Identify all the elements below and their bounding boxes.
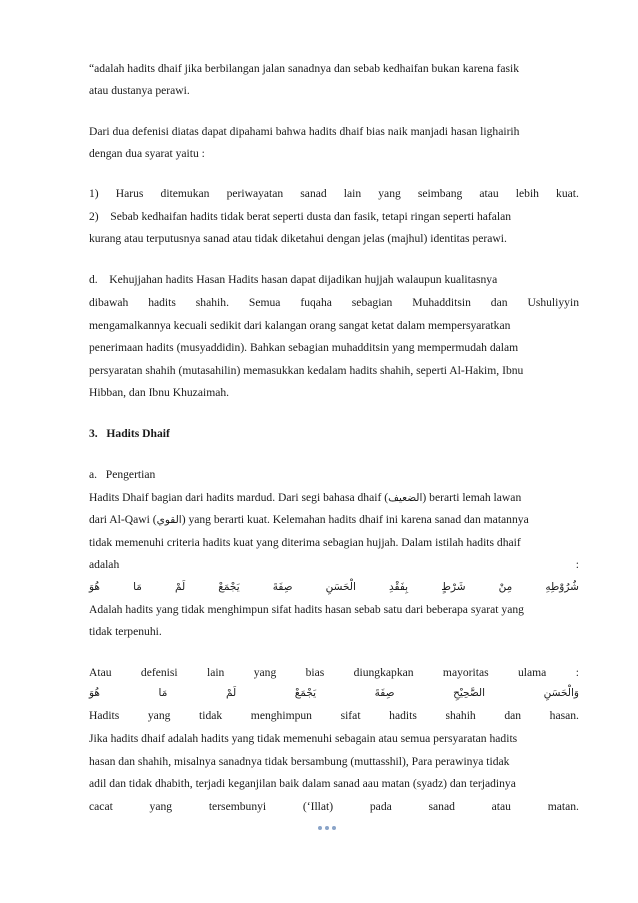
- text-line: kurang atau terputusnya sanad atau tidak diketahui dengan jelas (majhul) identitas perawi.: [89, 232, 507, 245]
- arabic-definition: هُوَ مَا لَمْ يَجْمَعْ صِفَةَ الصَّحِيْحِ وَالْحَسَنِ: [89, 687, 579, 699]
- arabic-term: القوي: [156, 514, 182, 526]
- text-line: dengan dua syarat yaitu :: [89, 147, 205, 160]
- text-line: penerimaan hadits (musyaddidin). Bahkan sebagian muhadditsin yang mempermudah dalam: [89, 341, 519, 354]
- text-line: Hadits yang tidak menghimpun sifat hadits shahih dan hasan.: [89, 709, 579, 722]
- text-line: “adalah hadits dhaif jika berbilangan jalan sanadnya dan sebab kedhaifan bukan karena fasik: [89, 62, 520, 75]
- text-line: atau dustanya perawi.: [89, 84, 190, 97]
- text-line: cacat yang tersembunyi (‘Illat) pada sanad atau matan.: [89, 800, 579, 813]
- text-line: Jika hadits dhaif adalah hadits yang tidak memenuhi sebagain atau semua persyaratan hadits: [89, 732, 518, 745]
- text-line: Hadits Dhaif bagian dari hadits mardud. Dari segi bahasa dhaif (الضعيف) berarti lemah lawan: [89, 491, 522, 504]
- text-line: tidak memenuhi criteria hadits kuat yang diterima sebagian hujjah. Dalam istilah hadits dhaif: [89, 536, 521, 549]
- arabic-definition: هُوَ مَا لَمْ يَجْمَعْ صِفَةَ الْحَسَنِ بِفَقْدِ شَرْطٍ مِنْ شُرُوْطِهِ: [89, 581, 579, 593]
- more-pages-indicator-icon[interactable]: [318, 826, 336, 830]
- text-line: Adalah hadits yang tidak menghimpun sifat hadits hasan sebab satu dari beberapa syarat yang: [89, 603, 524, 616]
- numbered-item-2: 2) Sebab kedhaifan hadits tidak berat seperti dusta dan fasik, tetapi ringan seperti hafalan: [89, 210, 512, 223]
- numbered-item-1: 1) Harus ditemukan periwayatan sanad lain yang seimbang atau lebih kuat.: [89, 187, 579, 200]
- text-line: persyaratan shahih (mutasahilin) memasukkan kedalam hadits shahih, seperti Al-Hakim, Ibnu: [89, 364, 524, 377]
- text-line: Atau defenisi lain yang bias diungkapkan mayoritas ulama :: [89, 666, 579, 679]
- arabic-term: الضعيف: [388, 492, 423, 504]
- text-line: Hibban, dan Ibnu Khuzaimah.: [89, 386, 230, 399]
- text-line: Dari dua defenisi diatas dapat dipahami bahwa hadits dhaif bias naik manjadi hasan lighairih: [89, 125, 520, 138]
- text-line: adil dan tidak dhabith, terjadi keganjilan baik dalam sanad aau matan (syadz) dan terjadinya: [89, 777, 516, 790]
- text-line: hasan dan shahih, misalnya sanadnya tidak bersambung (muttasshil), Para perawinya tidak: [89, 755, 510, 768]
- text-line: mengamalkannya kecuali sedikit dari kalangan orang sangat ketat dalam mempersyaratkan: [89, 319, 511, 332]
- subheading: a. Pengertian: [89, 468, 156, 481]
- text-line: adalah :: [89, 558, 579, 571]
- text-line: dibawah hadits shahih. Semua fuqaha sebagian Muhadditsin dan Ushuliyyin: [89, 296, 579, 309]
- text-line: d. Kehujjahan hadits Hasan Hadits hasan dapat dijadikan hujjah walaupun kualitasnya: [89, 273, 498, 286]
- section-heading: 3. Hadits Dhaif: [89, 427, 170, 440]
- text-line: tidak terpenuhi.: [89, 625, 162, 638]
- text-line: dari Al-Qawi (القوي) yang berarti kuat. Kelemahan hadits dhaif ini karena sanad dan matannya: [89, 513, 529, 526]
